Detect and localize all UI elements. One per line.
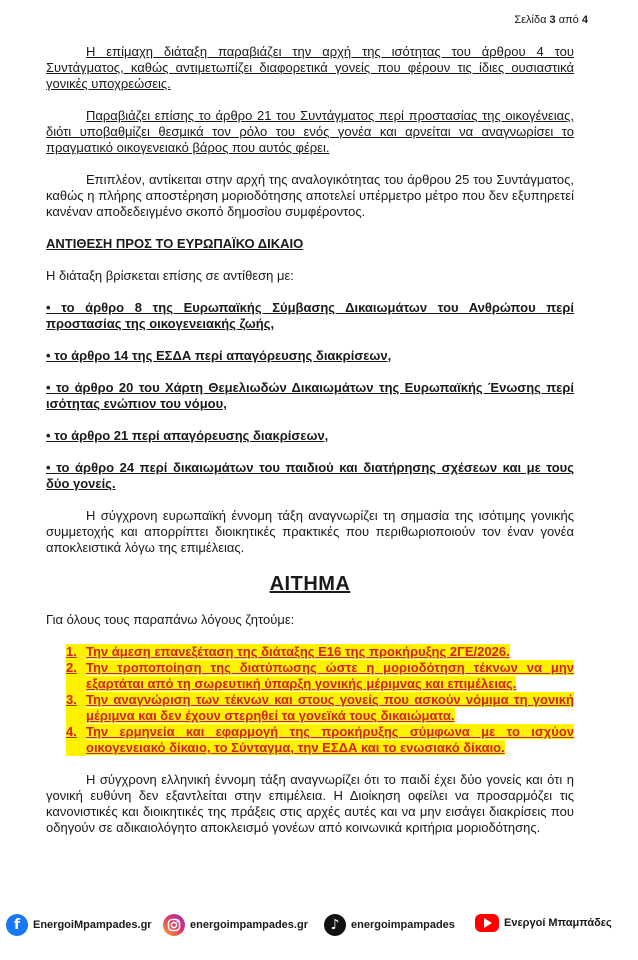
page-sep: από <box>558 14 579 26</box>
tiktok-icon: ♪ <box>324 914 346 936</box>
tiktok-label: energoimpampades <box>351 919 455 931</box>
bullet-echr-art14: • το άρθρο 14 της ΕΣΔΑ περί απαγόρευσης διακρίσεων, <box>46 348 392 363</box>
instagram-icon <box>163 914 185 936</box>
instagram-label: energoimpampades.gr <box>190 919 308 931</box>
paragraph-family-protection: Παραβιάζει επίσης το άρθρο 21 του Συντάγματος περί προστασίας της οικογένειας, διότι υποβαθμίζει θεσμικά τον ρόλο του ενός γονέα και αρνείται να αναγνωρίσει το πραγματικό οικογενειακό βάρος που αυτός φέρει. <box>46 108 574 155</box>
bullet-charter-art20: • το άρθρο 20 του Χάρτη Θεμελιωδών Δικαιωμάτων της Ευρωπαϊκής Ένωσης περί ισότητας ενώπιον του νόμου, <box>46 380 574 411</box>
request-item: 1. Την άμεση επανεξέταση της διάταξης Ε16 της προκήρυξης 2ΓΕ/2026. <box>66 644 510 659</box>
intro-eu-law: Η διάταξη βρίσκεται επίσης σε αντίθεση με: <box>46 268 294 283</box>
bullet-art21: • το άρθρο 21 περί απαγόρευσης διακρίσεων, <box>46 428 329 443</box>
facebook-label: EnergoiMpampades.gr <box>33 919 152 931</box>
youtube-icon <box>475 914 499 932</box>
paragraph-eu-conclusion: Η σύγχρονη ευρωπαϊκή έννομη τάξη αναγνωρίζει τη σημασία της ισότιμης γονικής συμμετοχής και απορρίπτει διοικητικές πρακτικές που περιθωριοποιούν τον έναν γονέα αποκλειστικά λόγω της επιμέλειας. <box>46 508 574 555</box>
youtube-label: Ενεργοί Μπαμπάδες <box>504 917 612 929</box>
page-current: 3 <box>549 14 556 26</box>
page-total: 4 <box>581 14 588 26</box>
footer-youtube[interactable] <box>475 914 612 932</box>
facebook-icon: f <box>6 914 28 936</box>
paragraph-final: Η σύγχρονη ελληνική έννομη τάξη αναγνωρίζει ότι το παιδί έχει δύο γονείς και ότι η γονική ευθύνη δεν εξαντλείται στην επιμέλεια. Η Διοίκηση οφείλει να προσαρμόζει τις κανονιστικές και διοικητικές της πράξεις στις αρχές αυτές και να μην εισάγει διακρίσεις που οδηγούν σε αδικαιολόγητο αποκλεισμό γονέων από κοινωνικά κριτήρια μοριοδότησης. <box>46 772 574 835</box>
paragraph-proportionality: Επιπλέον, αντίκειται στην αρχή της αναλογικότητας του άρθρου 25 του Συντάγματος, καθώς η πλήρης αποστέρηση μοριοδότησης αποτελεί υπέρμετρο μέτρο που δεν εξυπηρετεί κανέναν αποδεδειγμένο σκοπό δημοσίου συμφέροντος. <box>46 172 574 219</box>
social-footer <box>0 908 638 942</box>
request-title: ΑΙΤΗΜΑ <box>269 573 351 595</box>
footer-tiktok[interactable] <box>324 914 455 936</box>
request-item: 4. Την ερμηνεία και εφαρμογή της προκήρυξης σύμφωνα με το ισχύον οικογενειακό δίκαιο, το Σύνταγμα, την ΕΣΔΑ και το ενωσιακό δίκαιο. <box>66 724 574 755</box>
heading-eu-law: ΑΝΤΙΘΕΣΗ ΠΡΟΣ ΤΟ ΕΥΡΩΠΑΪΚΟ ΔΙΚΑΙΟ <box>46 236 304 251</box>
document-body <box>46 44 574 836</box>
footer-instagram[interactable] <box>163 914 308 936</box>
request-item: 2. Την τροποποίηση της διατύπωσης ώστε η μοριοδότηση τέκνων να μην εξαρτάται από τη σωρευτική ύπαρξη γονικής μέριμνας και επιμέλειας. <box>66 660 574 691</box>
paragraph-equality: Η επίμαχη διάταξη παραβιάζει την αρχή της ισότητας του άρθρου 4 του Συντάγματος, καθώς αντιμετωπίζει διαφορετικά γονείς που φέρουν τις ίδιες ουσιαστικά γονικές υποχρεώσεις. <box>46 44 574 91</box>
page-number <box>514 14 588 26</box>
page-prefix: Σελίδα <box>514 14 547 26</box>
request-list <box>66 644 574 756</box>
bullet-art24: • το άρθρο 24 περί δικαιωμάτων του παιδιού και διατήρησης σχέσεων και με τους δύο γονείς. <box>46 460 574 491</box>
footer-facebook[interactable] <box>6 914 152 936</box>
request-intro: Για όλους τους παραπάνω λόγους ζητούμε: <box>46 612 295 627</box>
bullet-echr-art8: • το άρθρο 8 της Ευρωπαϊκής Σύμβασης Δικαιωμάτων του Ανθρώπου περί προστασίας της οικογενειακής ζωής, <box>46 300 574 331</box>
request-item: 3. Την αναγνώριση των τέκνων και στους γονείς που ασκούν νόμιμα τη γονική μέριμνα και δεν έχουν στερηθεί τα γονεϊκά τους δικαιώματα. <box>66 692 574 723</box>
